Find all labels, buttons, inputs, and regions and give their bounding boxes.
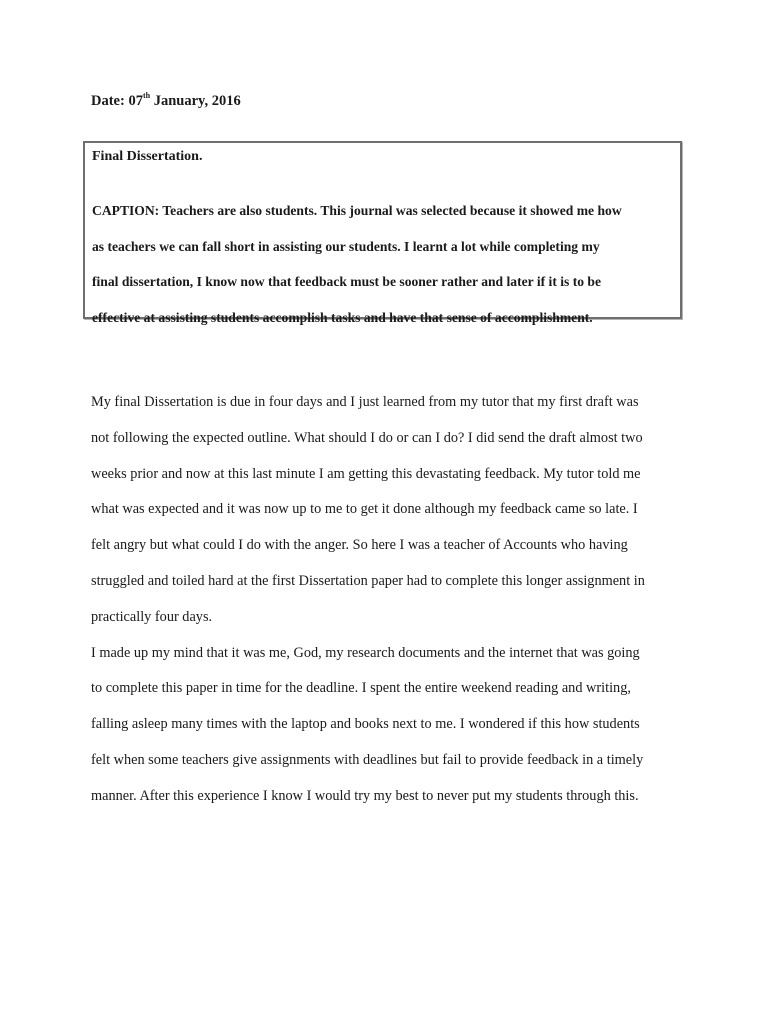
body-text bbox=[91, 385, 691, 815]
body-line: I made up my mind that it was me, God, my research documents and the internet that was going bbox=[91, 644, 640, 661]
caption-title: Final Dissertation. bbox=[92, 149, 203, 164]
body-line: falling asleep many times with the laptop and books next to me. I wondered if this how students bbox=[91, 716, 640, 733]
body-line: what was expected and it was now up to me to get it done although my feedback came so late. I bbox=[91, 501, 638, 518]
body-line: weeks prior and now at this last minute I am getting this devastating feedback. My tutor told me bbox=[91, 465, 641, 482]
date-superscript: th bbox=[142, 91, 151, 100]
caption-line: as teachers we can fall short in assisting our students. I learnt a lot while completing my bbox=[92, 238, 600, 254]
caption-line: CAPTION: Teachers are also students. This journal was selected because it showed me how bbox=[92, 203, 622, 218]
body-line: practically four days. bbox=[91, 608, 213, 625]
body-line: felt angry but what could I do with the anger. So here I was a teacher of Accounts who having bbox=[91, 537, 628, 554]
caption-box bbox=[83, 141, 682, 325]
body-line: to complete this paper in time for the deadline. I spent the entire weekend reading and writing, bbox=[91, 680, 631, 697]
date-suffix: January, 2016 bbox=[150, 92, 241, 109]
caption-line: effective at assisting students accomplish tasks and have that sense of accomplishment. bbox=[92, 309, 593, 325]
date-line bbox=[91, 92, 241, 110]
body-line: not following the expected outline. What should I do or can I do? I did send the draft almost two bbox=[91, 429, 643, 446]
body-line: struggled and toiled hard at the first Dissertation paper had to complete this longer assignment in bbox=[91, 572, 645, 589]
body-line: My final Dissertation is due in four days and I just learned from my tutor that my first draft was bbox=[91, 394, 639, 410]
caption-text bbox=[92, 193, 682, 335]
body-line: manner. After this experience I know I would try my best to never put my students through this. bbox=[91, 787, 639, 804]
date-prefix: Date: 07 bbox=[91, 92, 143, 109]
body-line: felt when some teachers give assignments with deadlines but fail to provide feedback in a timely bbox=[91, 751, 644, 768]
caption-line: final dissertation, I know now that feedback must be sooner rather and later if it is to be bbox=[92, 274, 602, 289]
